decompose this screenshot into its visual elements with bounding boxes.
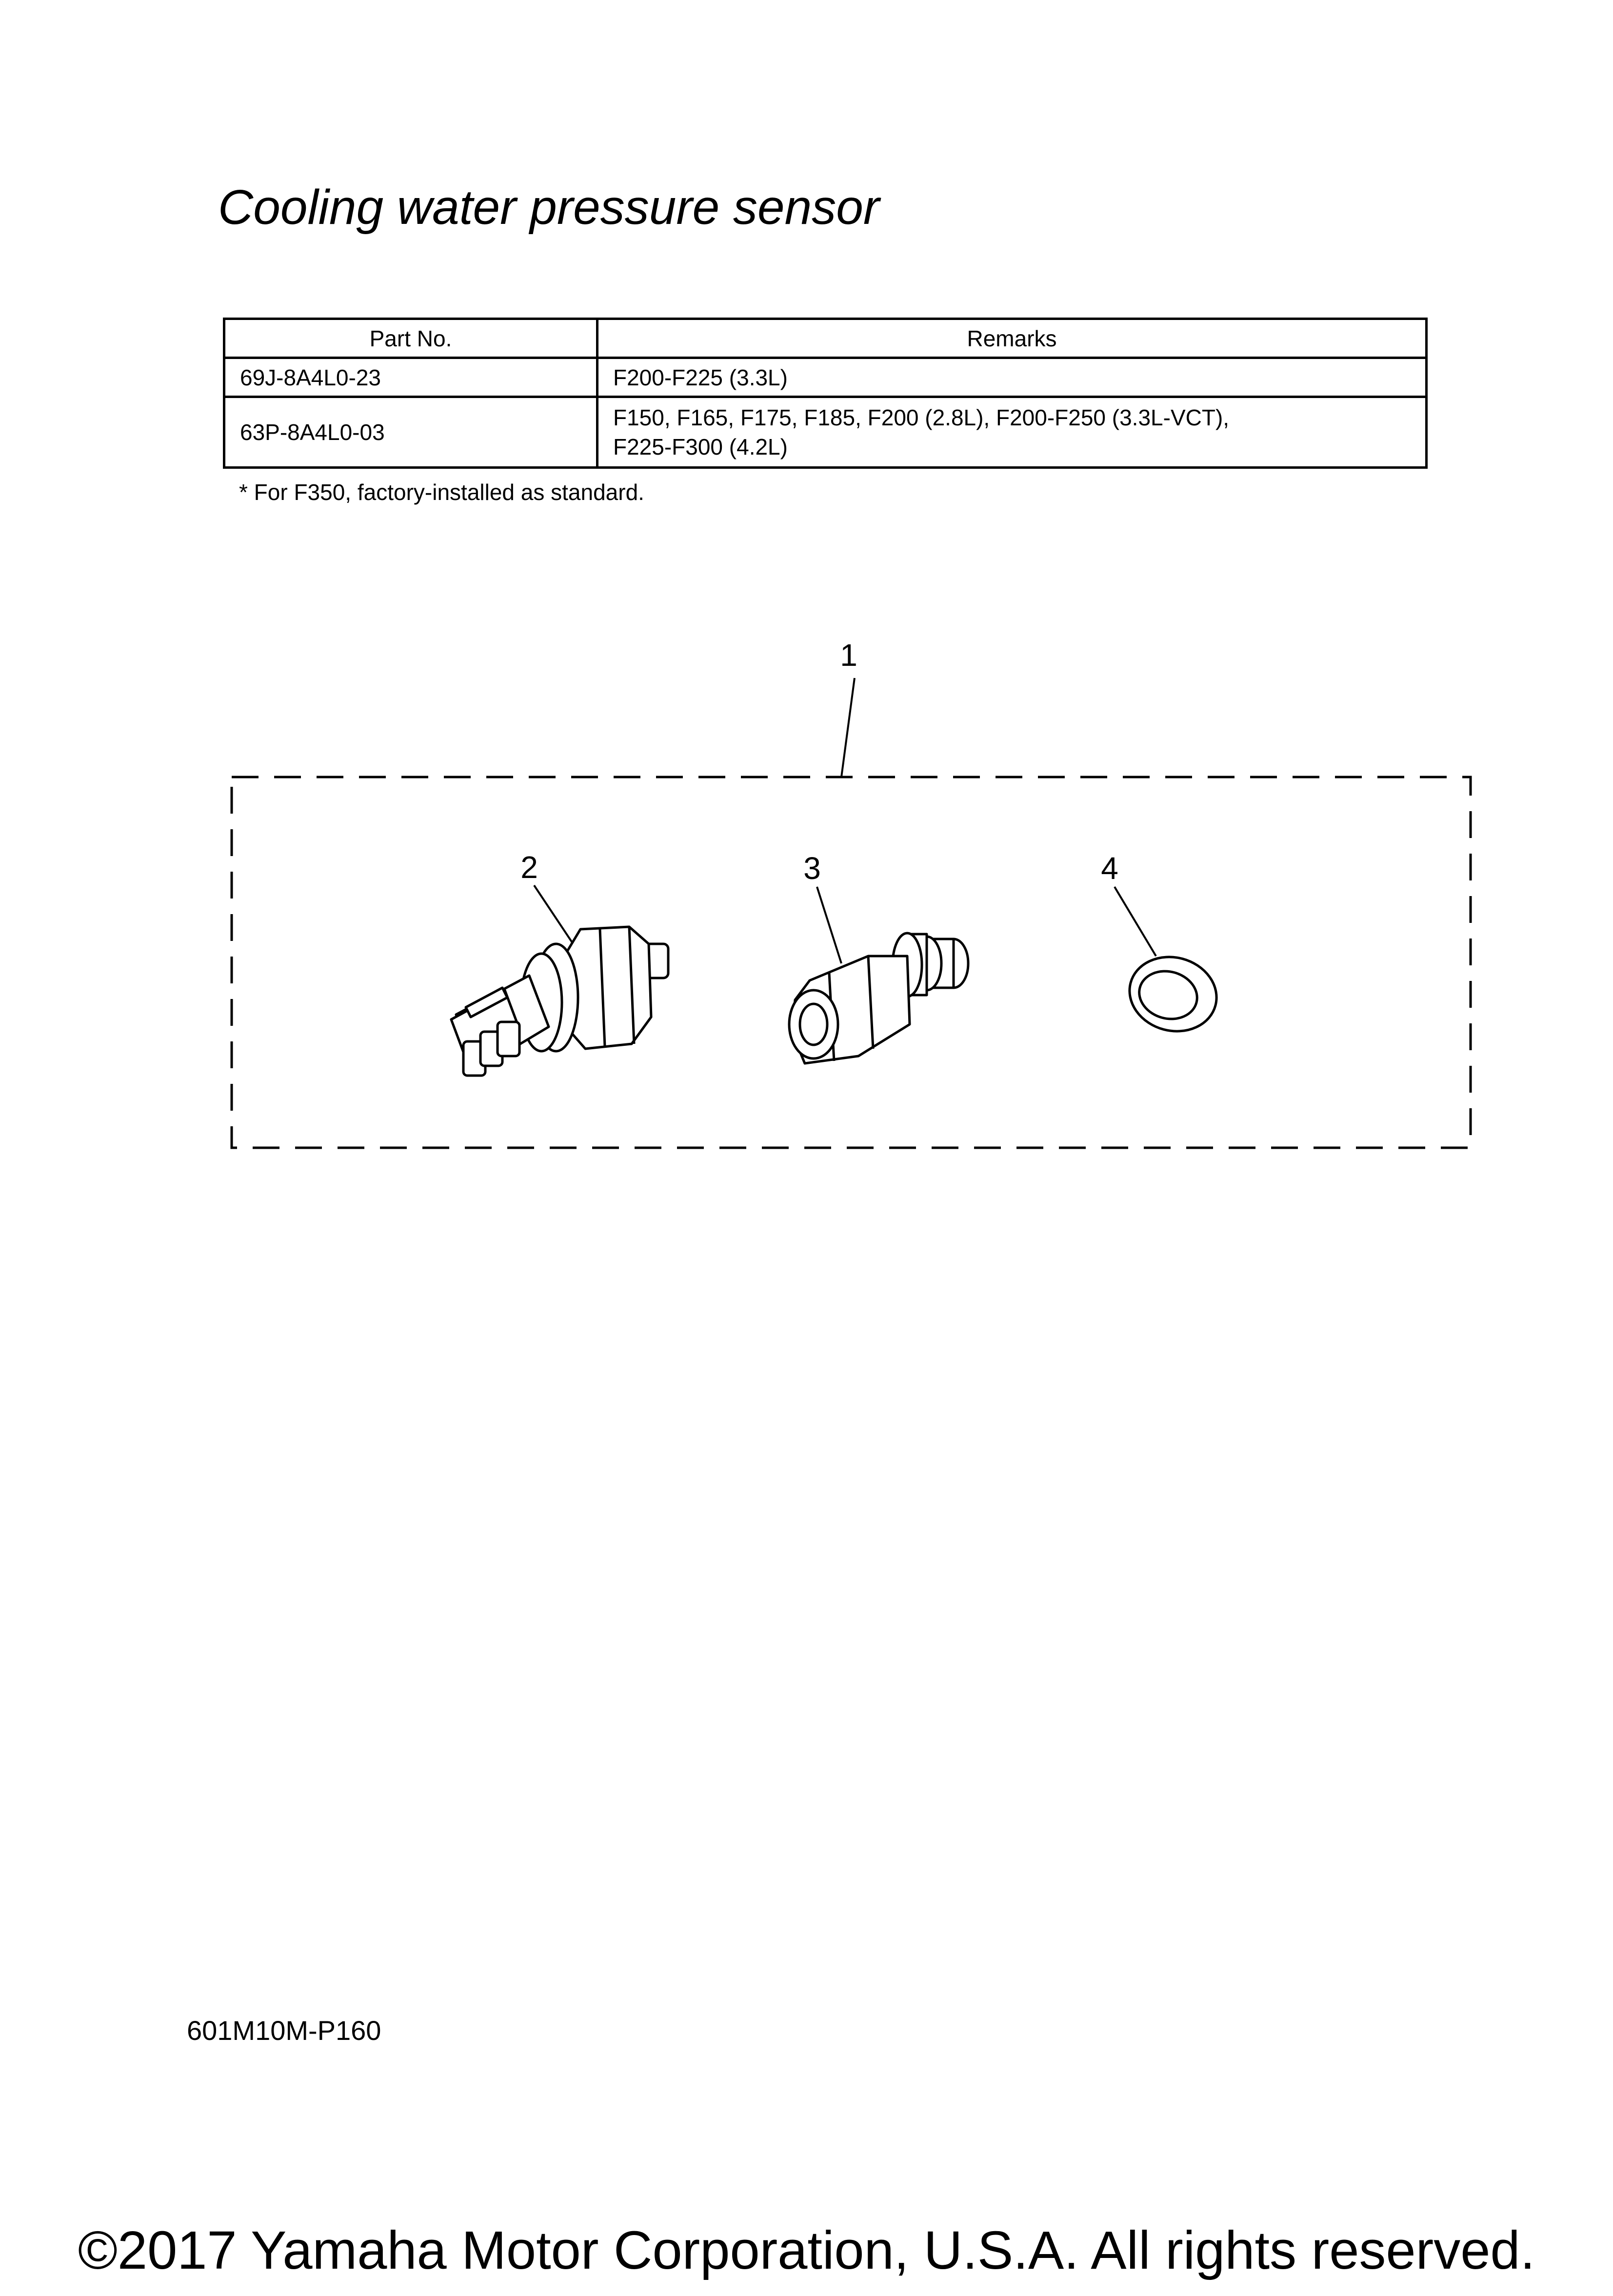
adapter-fitting-icon — [789, 933, 968, 1063]
catalog-code: 601M10M-P160 — [187, 2015, 381, 2046]
leader-line-1 — [841, 678, 855, 777]
part-number-cell: 69J-8A4L0-23 — [224, 358, 597, 397]
header-remarks: Remarks — [597, 319, 1427, 358]
remarks-text: F150, F165, F175, F185, F200 (2.8L), F200-F250 (3.3L-VCT), — [613, 405, 1230, 430]
washer-icon — [1121, 947, 1225, 1040]
remarks-text: F225-F300 (4.2L) — [613, 434, 788, 459]
leader-line-3 — [817, 887, 841, 963]
part-number-cell: 63P-8A4L0-03 — [224, 397, 597, 468]
copyright-notice: ©2017 Yamaha Motor Corporation, U.S.A. All rights reserved. — [78, 2220, 1535, 2280]
footnote: * For F350, factory-installed as standard. — [239, 479, 644, 505]
callout-1: 1 — [840, 638, 857, 673]
header-part-no: Part No. — [224, 319, 597, 358]
callout-4: 4 — [1101, 851, 1118, 886]
pressure-sensor-icon — [451, 927, 668, 1076]
callout-2: 2 — [520, 850, 538, 885]
remarks-text: F200-F225 (3.3L) — [613, 364, 788, 390]
leader-line-2 — [534, 885, 573, 944]
callout-3: 3 — [803, 851, 821, 886]
leader-line-4 — [1115, 887, 1156, 956]
page-title: Cooling water pressure sensor — [218, 180, 880, 235]
